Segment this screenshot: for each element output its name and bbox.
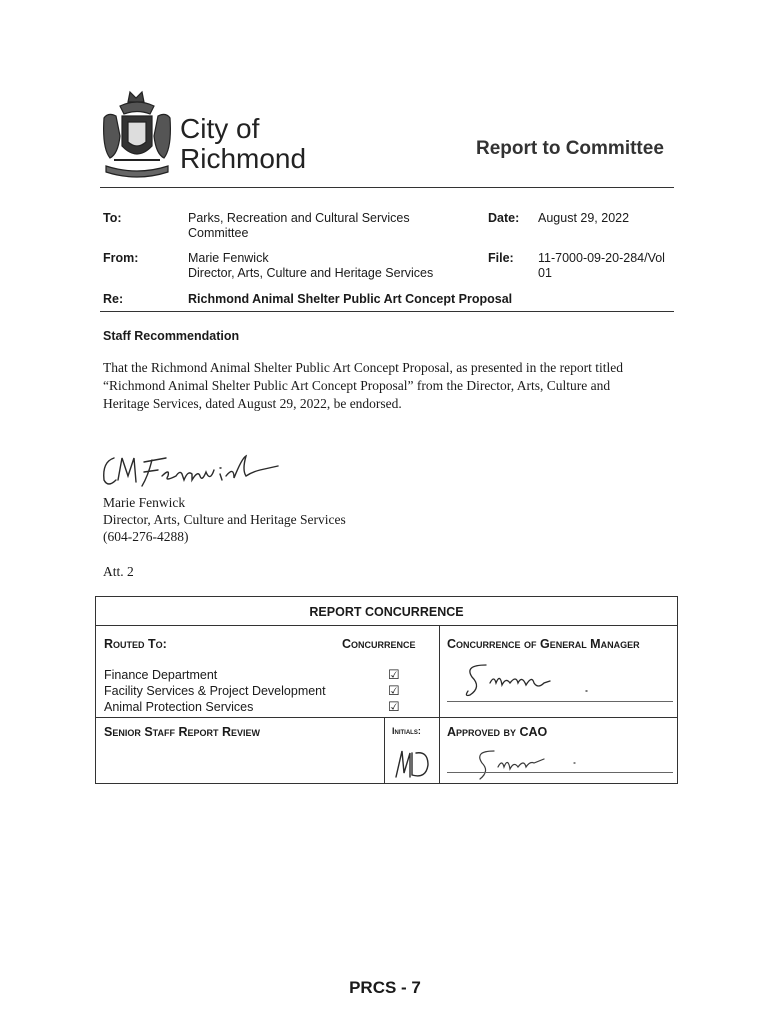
gm-signature-line — [447, 701, 673, 702]
from-name: Marie Fenwick — [188, 251, 269, 265]
city-name — [180, 114, 306, 174]
city-name-line1: City of — [180, 113, 260, 144]
column-divider — [384, 717, 385, 783]
re-value: Richmond Animal Shelter Public Art Concept Proposal — [188, 292, 513, 306]
senior-review-label: Senior Staff Report Review — [104, 725, 260, 739]
from-label: From: — [103, 251, 139, 265]
department-facility: Facility Services & Project Development — [104, 684, 326, 698]
file-line2: 01 — [538, 266, 552, 280]
signatory-phone: (604-276-4288) — [103, 529, 189, 544]
routed-to-header: Routed To: — [104, 637, 167, 651]
file-line1: 11-7000-09-20-284/Vol — [538, 251, 665, 265]
attachments-count: Att. 2 — [103, 564, 134, 579]
city-name-line2: Richmond — [180, 143, 307, 174]
from-value — [188, 251, 433, 281]
to-line2: Committee — [188, 226, 249, 240]
city-crest-logo — [100, 88, 174, 184]
recommendation-line2: “Richmond Animal Shelter Public Art Concept Proposal” from the Director, Arts, Culture and — [103, 378, 611, 393]
signatory-title: Director, Arts, Culture and Heritage Services — [103, 512, 346, 527]
to-line1: Parks, Recreation and Cultural Services — [188, 211, 410, 225]
checkbox-icon: ☑ — [388, 683, 400, 698]
cao-signature-line — [447, 772, 673, 773]
signatory-name: Marie Fenwick — [103, 495, 186, 510]
memo-divider — [100, 311, 674, 312]
checkbox-icon: ☑ — [388, 667, 400, 682]
department-animal-protection: Animal Protection Services — [104, 700, 254, 714]
recommendation-body — [103, 359, 673, 413]
header-divider — [100, 187, 674, 188]
recommendation-line3: Heritage Services, dated August 29, 2022, be endorsed. — [103, 396, 402, 411]
initials-signature — [392, 743, 436, 781]
table-rule — [96, 625, 677, 626]
to-value — [188, 211, 410, 241]
report-concurrence-table — [95, 596, 678, 784]
report-type-title: Report to Committee — [476, 138, 664, 159]
approved-by-cao-label: Approved by CAO — [447, 725, 548, 739]
page-identifier: PRCS - 7 — [349, 978, 421, 997]
re-label: Re: — [103, 292, 124, 306]
concurrence-checks — [388, 667, 400, 715]
gm-concurrence-header: Concurrence of General Manager — [447, 637, 640, 651]
department-list — [104, 667, 326, 715]
file-value — [538, 251, 665, 281]
gm-signature — [456, 661, 596, 701]
concurrence-header: Concurrence — [342, 637, 416, 651]
recommendation-heading: Staff Recommendation — [103, 329, 240, 343]
from-title: Director, Arts, Culture and Heritage Services — [188, 266, 434, 280]
recommendation-line1: That the Richmond Animal Shelter Public Art Concept Proposal, as presented in the report titled — [103, 360, 624, 375]
signatory-block — [103, 494, 346, 545]
date-value: August 29, 2022 — [538, 211, 630, 225]
column-divider — [439, 625, 440, 783]
handwritten-signature — [100, 450, 280, 494]
cao-signature — [466, 747, 626, 781]
checkbox-icon: ☑ — [388, 699, 400, 714]
to-label: To: — [103, 211, 122, 225]
department-finance: Finance Department — [104, 668, 218, 682]
file-label: File: — [488, 251, 514, 265]
concurrence-title: REPORT CONCURRENCE — [309, 605, 464, 619]
initials-label: Initials: — [392, 726, 421, 736]
table-rule — [96, 717, 677, 718]
date-label: Date: — [488, 211, 520, 225]
